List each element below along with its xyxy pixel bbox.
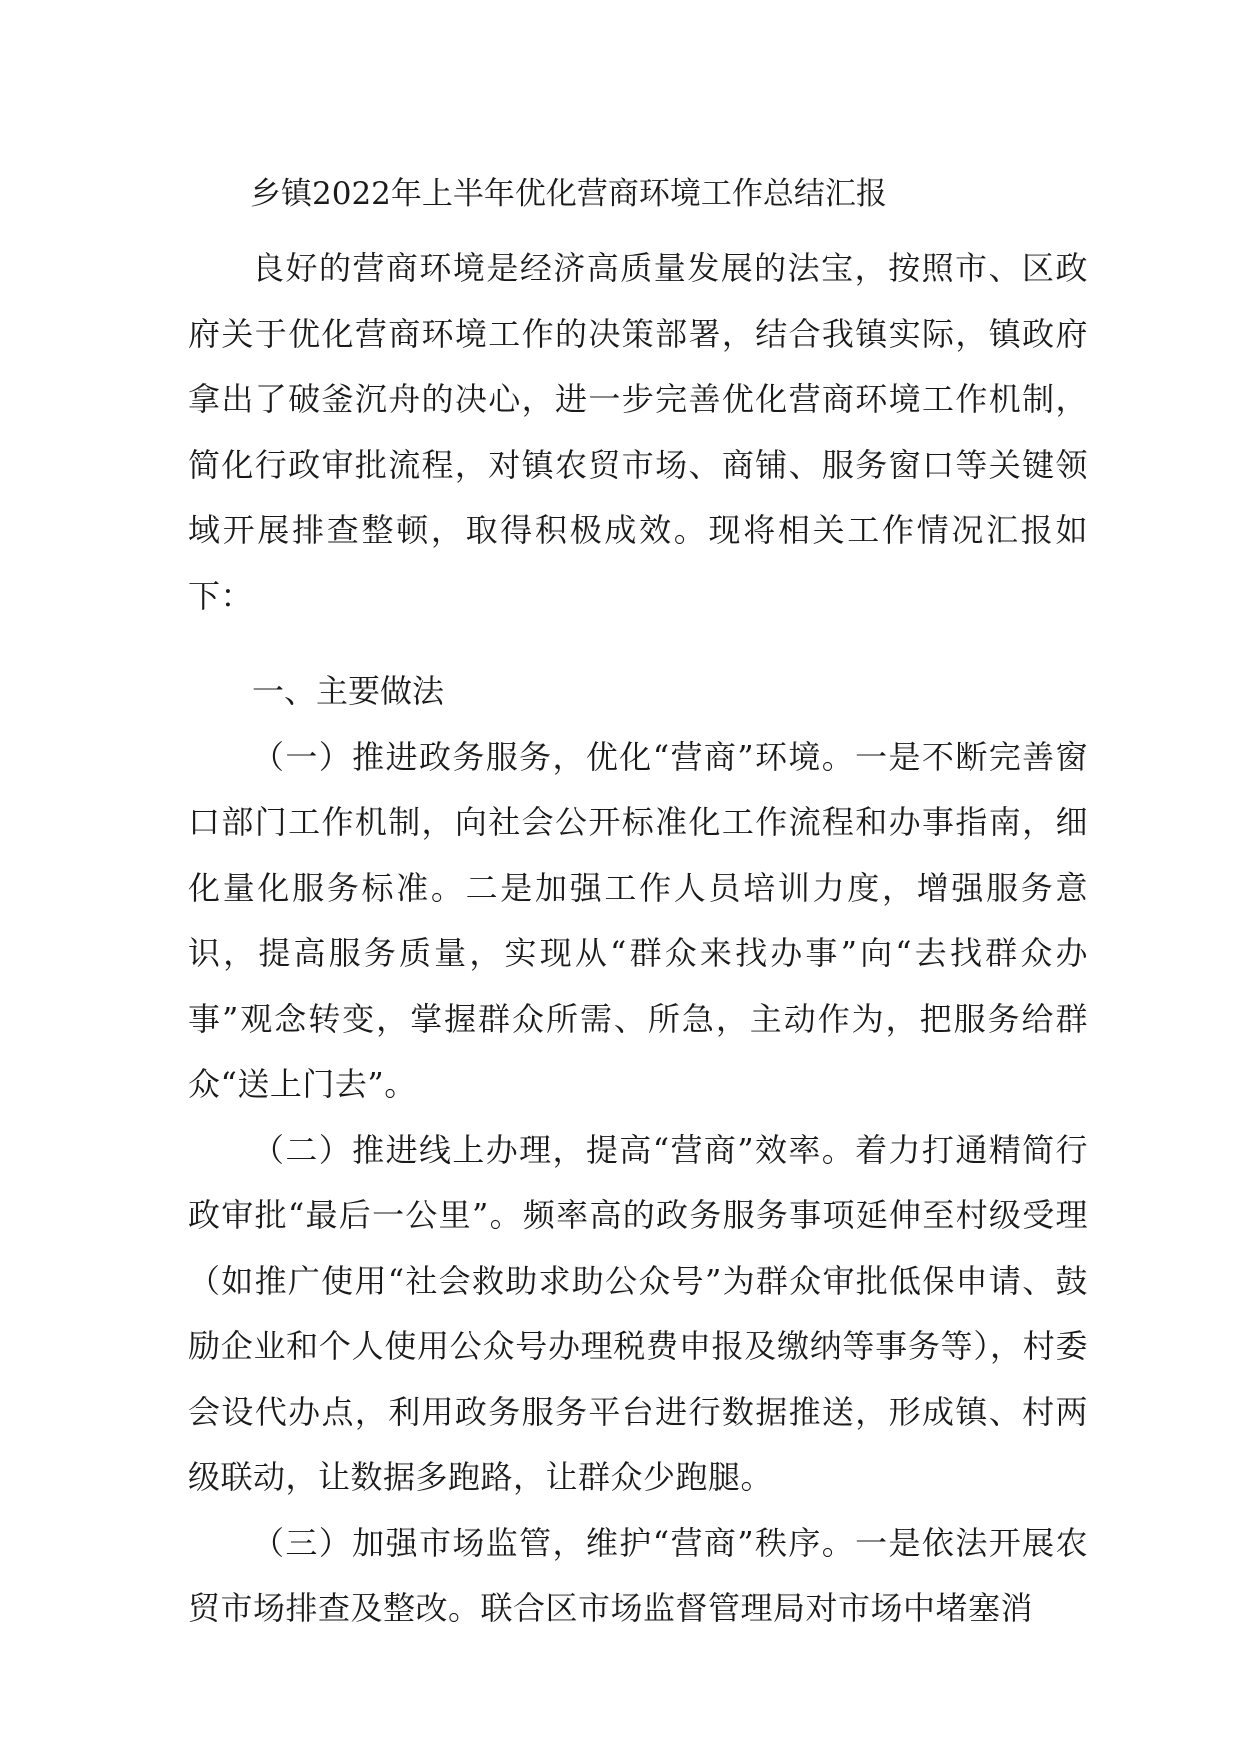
section-2-paragraph: （二）推进线上办理，提高“营商”效率。着力打通精简行政审批“最后一公里”。频率高的政务服务事项延伸至村级受理（如推广使用“社会救助求助公众号”为群众审批低保申请、鼓励企业和个人使用公众号办理税费申报及缴纳等事务等），村委会设代办点，利用政务服务平台进行数据推送，形成镇、村两级联动，让数据多跑路，让群众少跑腿。 bbox=[188, 1130, 1088, 1496]
intro-paragraph: 良好的营商环境是经济高质量发展的法宝，按照市、区政府关于优化营商环境工作的决策部署，结合我镇实际，镇政府拿出了破釜沉舟的决心，进一步完善优化营商环境工作机制，简化行政审批流程，对镇农贸市场、商铺、服务窗口等关键领域开展排查整顿，取得积极成效。现将相关工作情况汇报如下： bbox=[188, 249, 1088, 615]
document-page bbox=[188, 170, 1088, 1642]
document-title: 乡镇2022年上半年优化营商环境工作总结汇报 bbox=[250, 176, 887, 212]
section-1-paragraph: （一）推进政务服务，优化“营商”环境。一是不断完善窗口部门工作机制，向社会公开标准化工作流程和办事指南，细化量化服务标准。二是加强工作人员培训力度，增强服务意识，提高服务质量，实现从“群众来找办事”向“去找群众办事”观念转变，掌握群众所需、所急，主动作为，把服务给群众“送上门去”。 bbox=[188, 737, 1088, 1103]
section-heading-main-practices: 一、主要做法 bbox=[252, 672, 445, 710]
section-3-paragraph: （三）加强市场监管，维护“营商”秩序。一是依法开展农贸市场排查及整改。联合区市场监督管理局对市场中堵塞消 bbox=[188, 1523, 1088, 1627]
